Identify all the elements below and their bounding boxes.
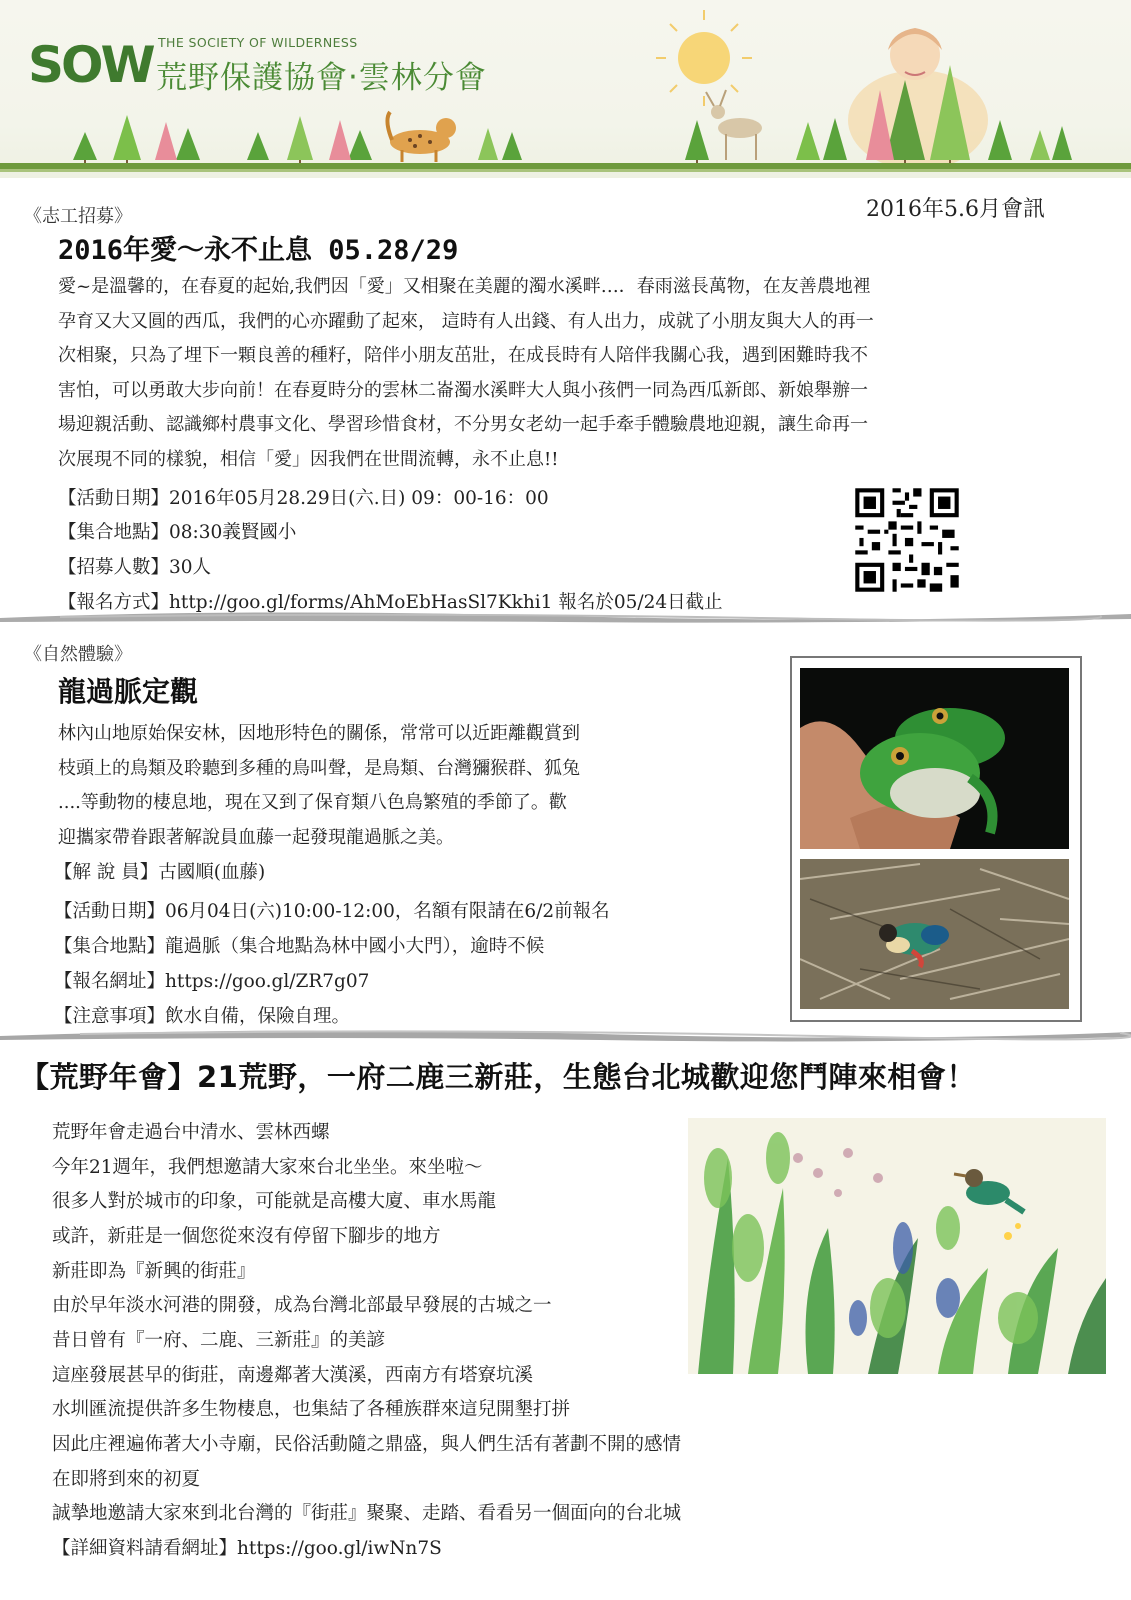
volunteer-headcount: 【招募人數】30人 — [58, 557, 212, 578]
brush-divider — [0, 1022, 1131, 1044]
volunteer-paragraph — [58, 270, 1098, 477]
frog-photo-illustration — [800, 668, 1069, 849]
paragraph-line: 次展現不同的樣貌，相信「愛」因我們在世間流轉，永不止息!! — [58, 448, 559, 470]
banner-ground-shadow — [0, 169, 1131, 172]
volunteer-date: 【活動日期】2016年05月28.29日(六.日) 09：00-16：00 — [58, 488, 549, 509]
annual-link-line[interactable]: 【詳細資料請看網址】https://goo.gl/iwNn7S — [52, 1538, 442, 1559]
header-banner — [0, 0, 1131, 178]
watercolor-painting — [688, 1118, 1106, 1374]
annual-line: 荒野年會走過台中清水、雲林西螺 — [52, 1122, 330, 1143]
qr-code-icon — [847, 480, 967, 600]
qr-code[interactable] — [847, 480, 967, 600]
volunteer-tag: 《志工招募》 — [24, 206, 132, 227]
pitta-bird-photo-illustration — [800, 859, 1069, 1009]
paragraph-line: 場迎親活動、認識鄉村農事文化、學習珍惜食材，不分男女老幼一起手牽手體驗農地迎親，讓生命再一 — [58, 414, 868, 435]
brush-divider — [0, 606, 1131, 628]
paragraph-line: 林內山地原始保安林，因地形特色的關係，常常可以近距離觀賞到 — [58, 723, 580, 744]
annual-line: 新莊即為『新興的街莊』 — [52, 1261, 256, 1282]
nature-title: 龍過脈定觀 — [58, 675, 199, 708]
volunteer-title: 2016年愛～永不止息 05.28/29 — [58, 235, 459, 266]
annual-line: 水圳匯流提供許多生物棲息，也集結了各種族群來這兒開墾打拼 — [52, 1399, 571, 1420]
volunteer-meeting-point: 【集合地點】08:30義賢國小 — [58, 522, 297, 543]
logo-mark: SOW — [28, 36, 153, 94]
frog-photo — [800, 668, 1069, 849]
nature-meeting-point: 【集合地點】龍過脈（集合地點為林中國小大門），逾時不候 — [54, 936, 545, 957]
paragraph-line: 次相聚，只為了埋下一顆良善的種籽，陪伴小朋友茁壯，在成長時有人陪伴我關心我，遇到困難時我不 — [58, 345, 868, 366]
annual-heading: 【荒野年會】21荒野，一府二鹿三新莊，生態台北城歡迎您鬥陣來相會！ — [20, 1060, 976, 1094]
pitta-bird-photo — [800, 859, 1069, 1009]
annual-line: 或許，新莊是一個您從來沒有停留下腳步的地方 — [52, 1226, 441, 1247]
annual-line: 在即將到來的初夏 — [52, 1469, 201, 1490]
paragraph-line: 愛~是溫馨的，在春夏的起始,我們因「愛」又相聚在美麗的濁水溪畔…．春雨滋長萬物，在友善農地裡 — [58, 276, 871, 297]
nature-signup-link[interactable]: 【報名網址】https://goo.gl/ZR7g07 — [54, 971, 370, 992]
annual-line: 由於早年淡水河港的開發，成為台灣北部最早發展的古城之一 — [52, 1295, 552, 1316]
deer-illustration — [706, 90, 762, 160]
paragraph-line: 孕育又大又圓的西瓜，我們的心亦躍動了起來， 這時有人出錢、有人出力，成就了小朋友與大人的再一 — [58, 310, 874, 332]
nature-guide: 【解 說 員】古國順(血藤) — [54, 862, 266, 883]
nature-notes: 【注意事項】飲水自備，保險自理。 — [54, 1006, 351, 1027]
annual-line: 今年21週年，我們想邀請大家來台北坐坐。來坐啦～ — [52, 1157, 483, 1178]
annual-line: 這座發展甚早的街莊，南邊鄰著大漢溪，西南方有塔寮坑溪 — [52, 1365, 534, 1386]
nature-paragraph — [58, 717, 778, 855]
logo-english-name: THE SOCIETY OF WILDERNESS — [158, 35, 358, 50]
logo-chinese-name: 荒野保護協會‧雲林分會 — [156, 60, 487, 96]
paragraph-line: 迎攜家帶眷跟著解說員血藤一起發現龍過脈之美。 — [58, 826, 454, 848]
annual-line: 因此庄裡遍佈著大小寺廟，民俗活動隨之鼎盛，與人們生活有著劃不開的感情 — [52, 1434, 682, 1455]
paragraph-line: 枝頭上的鳥類及聆聽到多種的鳥叫聲，是鳥類、台灣獼猴群、狐兔 — [58, 757, 580, 779]
annual-line: 很多人對於城市的印象，可能就是高樓大廈、車水馬龍 — [52, 1191, 497, 1212]
leopard-cat-illustration — [387, 112, 456, 162]
sun-icon — [656, 10, 752, 106]
issue-label: 2016年5.6月會訊 — [866, 197, 1045, 222]
annual-line: 誠摯地邀請大家來到北台灣的『街莊』聚聚、走踏、看看另一個面向的台北城 — [52, 1503, 682, 1524]
annual-line: 昔日曾有『一府、二鹿、三新莊』的美諺 — [52, 1330, 386, 1351]
nature-tag: 《自然體驗》 — [24, 644, 132, 665]
paragraph-line: ....等動物的棲息地，現在又到了保育類八色鳥繁殖的季節了。歡 — [58, 792, 567, 813]
nature-date: 【活動日期】06月04日(六)10:00-12:00，名額有限請在6/2前報名 — [54, 901, 610, 922]
paragraph-line: 害怕，可以勇敢大步向前！在春夏時分的雲林二崙濁水溪畔大人與小孩們一同為西瓜新郎、新娘舉辦一 — [58, 379, 868, 401]
watercolor-painting-illustration — [688, 1118, 1106, 1374]
volunteer-signup-link[interactable]: 【報名方式】http://goo.gl/forms/AhMoEbHasSl7Kkhi1 報名於05/24日截止 — [58, 592, 723, 613]
